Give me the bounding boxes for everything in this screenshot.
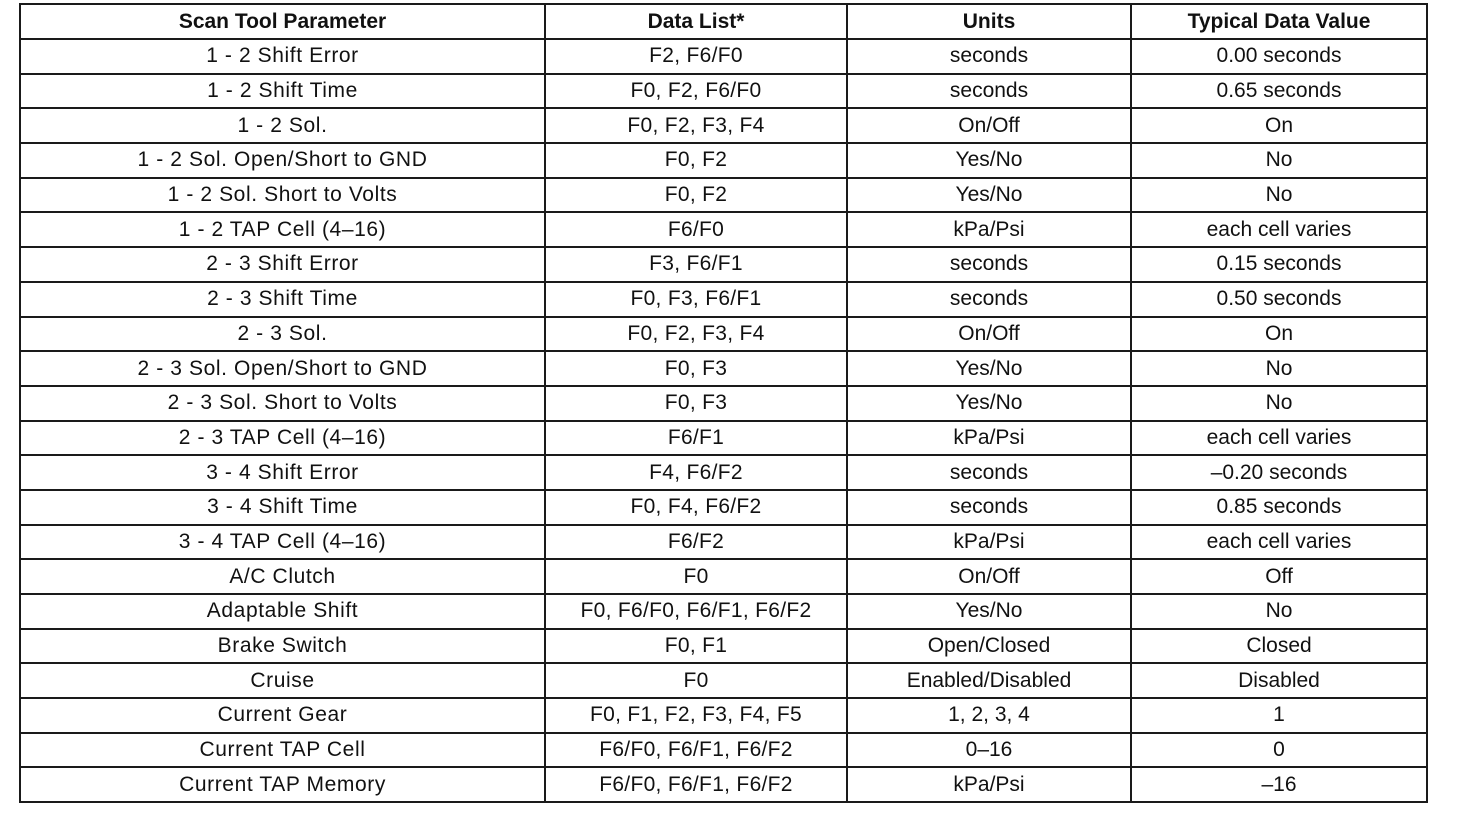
table-row xyxy=(20,525,1427,560)
cell-scan-tool-parameter: 1 - 2 Shift Time xyxy=(20,74,545,109)
cell-units: kPa/Psi xyxy=(847,212,1131,247)
cell-scan-tool-parameter: 2 - 3 TAP Cell (4–16) xyxy=(20,421,545,456)
cell-data-list: F0, F3 xyxy=(545,351,847,386)
cell-data-list: F4, F6/F2 xyxy=(545,455,847,490)
cell-data-list: F0, F3 xyxy=(545,386,847,421)
cell-scan-tool-parameter: 2 - 3 Shift Error xyxy=(20,247,545,282)
cell-scan-tool-parameter: A/C Clutch xyxy=(20,559,545,594)
cell-units: On/Off xyxy=(847,559,1131,594)
cell-data-list: F0, F3, F6/F1 xyxy=(545,282,847,317)
cell-data-list: F0, F2, F6/F0 xyxy=(545,74,847,109)
cell-scan-tool-parameter: 2 - 3 Shift Time xyxy=(20,282,545,317)
header-scan-tool-parameter: Scan Tool Parameter xyxy=(20,4,545,39)
cell-typical-data-value: 0.15 seconds xyxy=(1131,247,1427,282)
cell-typical-data-value: On xyxy=(1131,317,1427,352)
cell-units: kPa/Psi xyxy=(847,767,1131,802)
cell-typical-data-value: 0.50 seconds xyxy=(1131,282,1427,317)
cell-scan-tool-parameter: Brake Switch xyxy=(20,629,545,664)
cell-data-list: F0, F2 xyxy=(545,178,847,213)
table-row xyxy=(20,317,1427,352)
table-row xyxy=(20,594,1427,629)
table-row xyxy=(20,663,1427,698)
header-row xyxy=(20,4,1427,39)
scan-tool-data-table-container xyxy=(19,3,1426,803)
cell-scan-tool-parameter: 2 - 3 Sol. Short to Volts xyxy=(20,386,545,421)
cell-typical-data-value: Off xyxy=(1131,559,1427,594)
cell-units: seconds xyxy=(847,247,1131,282)
cell-scan-tool-parameter: 2 - 3 Sol. xyxy=(20,317,545,352)
table-header xyxy=(20,4,1427,39)
cell-typical-data-value: 0 xyxy=(1131,733,1427,768)
cell-units: kPa/Psi xyxy=(847,421,1131,456)
cell-typical-data-value: –0.20 seconds xyxy=(1131,455,1427,490)
cell-scan-tool-parameter: 3 - 4 Shift Error xyxy=(20,455,545,490)
cell-typical-data-value: each cell varies xyxy=(1131,421,1427,456)
cell-typical-data-value: No xyxy=(1131,386,1427,421)
header-typical-data-value: Typical Data Value xyxy=(1131,4,1427,39)
table-row xyxy=(20,351,1427,386)
cell-scan-tool-parameter: 3 - 4 TAP Cell (4–16) xyxy=(20,525,545,560)
table-row xyxy=(20,282,1427,317)
cell-scan-tool-parameter: Adaptable Shift xyxy=(20,594,545,629)
cell-typical-data-value: No xyxy=(1131,143,1427,178)
cell-units: seconds xyxy=(847,455,1131,490)
cell-units: Yes/No xyxy=(847,143,1131,178)
cell-typical-data-value: No xyxy=(1131,178,1427,213)
cell-units: seconds xyxy=(847,282,1131,317)
cell-scan-tool-parameter: Current TAP Cell xyxy=(20,733,545,768)
cell-units: Yes/No xyxy=(847,594,1131,629)
table-row xyxy=(20,143,1427,178)
cell-data-list: F6/F2 xyxy=(545,525,847,560)
cell-scan-tool-parameter: Current TAP Memory xyxy=(20,767,545,802)
cell-data-list: F0 xyxy=(545,559,847,594)
cell-scan-tool-parameter: Cruise xyxy=(20,663,545,698)
cell-scan-tool-parameter: 1 - 2 Shift Error xyxy=(20,39,545,74)
table-row xyxy=(20,386,1427,421)
cell-typical-data-value: each cell varies xyxy=(1131,525,1427,560)
cell-scan-tool-parameter: 1 - 2 Sol. Short to Volts xyxy=(20,178,545,213)
table-row xyxy=(20,108,1427,143)
table-row xyxy=(20,490,1427,525)
cell-units: seconds xyxy=(847,39,1131,74)
table-row xyxy=(20,455,1427,490)
cell-units: On/Off xyxy=(847,317,1131,352)
cell-units: On/Off xyxy=(847,108,1131,143)
scan-tool-data-table xyxy=(19,3,1428,803)
cell-typical-data-value: No xyxy=(1131,594,1427,629)
table-row xyxy=(20,733,1427,768)
cell-units: seconds xyxy=(847,74,1131,109)
cell-data-list: F0, F2 xyxy=(545,143,847,178)
cell-scan-tool-parameter: 1 - 2 TAP Cell (4–16) xyxy=(20,212,545,247)
cell-scan-tool-parameter: 1 - 2 Sol. xyxy=(20,108,545,143)
table-row xyxy=(20,767,1427,802)
cell-units: Yes/No xyxy=(847,351,1131,386)
cell-scan-tool-parameter: 1 - 2 Sol. Open/Short to GND xyxy=(20,143,545,178)
cell-data-list: F6/F0 xyxy=(545,212,847,247)
cell-units: Yes/No xyxy=(847,386,1131,421)
table-row xyxy=(20,559,1427,594)
header-units: Units xyxy=(847,4,1131,39)
cell-data-list: F0, F2, F3, F4 xyxy=(545,108,847,143)
table-row xyxy=(20,421,1427,456)
table-row xyxy=(20,247,1427,282)
cell-data-list: F3, F6/F1 xyxy=(545,247,847,282)
cell-data-list: F6/F0, F6/F1, F6/F2 xyxy=(545,733,847,768)
cell-data-list: F0, F6/F0, F6/F1, F6/F2 xyxy=(545,594,847,629)
cell-data-list: F2, F6/F0 xyxy=(545,39,847,74)
table-row xyxy=(20,629,1427,664)
cell-typical-data-value: 0.65 seconds xyxy=(1131,74,1427,109)
cell-scan-tool-parameter: Current Gear xyxy=(20,698,545,733)
cell-units: kPa/Psi xyxy=(847,525,1131,560)
table-row xyxy=(20,74,1427,109)
cell-data-list: F0, F1 xyxy=(545,629,847,664)
table-row xyxy=(20,178,1427,213)
cell-data-list: F0, F4, F6/F2 xyxy=(545,490,847,525)
cell-typical-data-value: 0.00 seconds xyxy=(1131,39,1427,74)
header-data-list: Data List* xyxy=(545,4,847,39)
cell-scan-tool-parameter: 2 - 3 Sol. Open/Short to GND xyxy=(20,351,545,386)
cell-typical-data-value: each cell varies xyxy=(1131,212,1427,247)
cell-units: Enabled/Disabled xyxy=(847,663,1131,698)
table-row xyxy=(20,212,1427,247)
cell-units: seconds xyxy=(847,490,1131,525)
cell-data-list: F6/F1 xyxy=(545,421,847,456)
table-row xyxy=(20,39,1427,74)
cell-typical-data-value: 0.85 seconds xyxy=(1131,490,1427,525)
cell-data-list: F6/F0, F6/F1, F6/F2 xyxy=(545,767,847,802)
cell-units: 0–16 xyxy=(847,733,1131,768)
cell-data-list: F0, F1, F2, F3, F4, F5 xyxy=(545,698,847,733)
cell-units: 1, 2, 3, 4 xyxy=(847,698,1131,733)
cell-data-list: F0, F2, F3, F4 xyxy=(545,317,847,352)
cell-typical-data-value: –16 xyxy=(1131,767,1427,802)
cell-scan-tool-parameter: 3 - 4 Shift Time xyxy=(20,490,545,525)
cell-typical-data-value: Closed xyxy=(1131,629,1427,664)
cell-data-list: F0 xyxy=(545,663,847,698)
table-body xyxy=(20,39,1427,802)
cell-units: Open/Closed xyxy=(847,629,1131,664)
cell-typical-data-value: Disabled xyxy=(1131,663,1427,698)
cell-typical-data-value: No xyxy=(1131,351,1427,386)
cell-typical-data-value: On xyxy=(1131,108,1427,143)
cell-typical-data-value: 1 xyxy=(1131,698,1427,733)
table-row xyxy=(20,698,1427,733)
cell-units: Yes/No xyxy=(847,178,1131,213)
